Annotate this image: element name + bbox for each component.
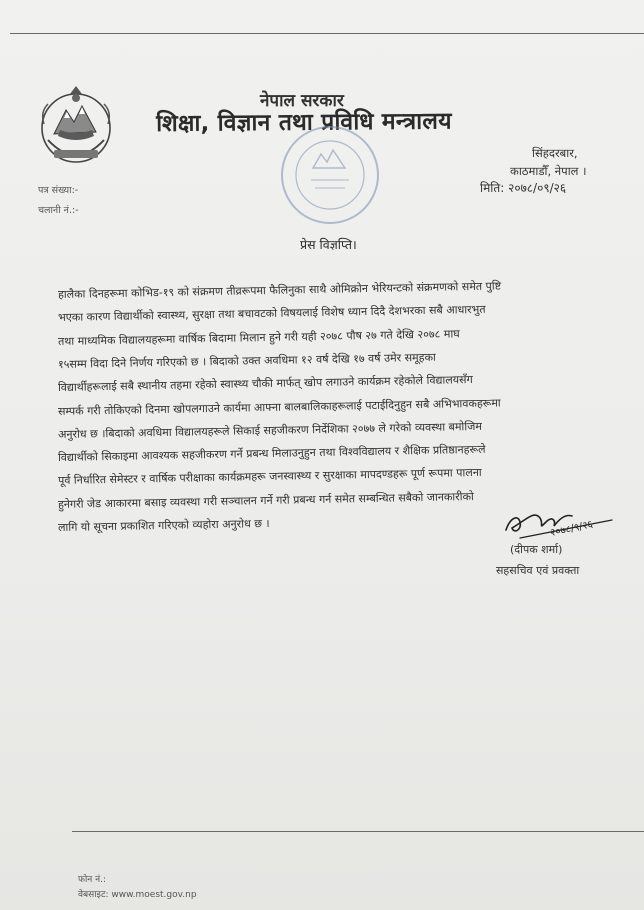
body-line: लागि यो सूचना प्रकाशित गरिएको व्यहोरा अनुरोध छ । [57, 516, 270, 534]
address-line-2: काठमाडौँ, नेपाल । [510, 164, 587, 178]
signer-name: (दीपक शर्मा) [510, 543, 563, 556]
nepal-emblem-icon [34, 84, 118, 168]
signer-designation: सहसचिव एवं प्रवक्ता [496, 564, 580, 577]
body-line: अनुरोध छ ।बिदाको अवधिमा विद्यालयहरूले सिकाई सहजीकरण निर्देशिका २०७७ ले गरेको व्यवस्था बमोजिम [57, 419, 483, 441]
body-line: सम्पर्क गरी तोकिएको दिनमा खोपलगाउने कार्यमा आफ्ना बालबालिकाहरूलाई पटाईदिनुहुन सबै अभिभावकहरूमा [57, 396, 501, 418]
issue-date: मिति: २०७८/०९/२६ [480, 181, 567, 195]
body-line: भएका कारण विद्यार्थीको स्वास्थ्य, सुरक्षा तथा बचावटको विषयलाई विशेष ध्यान दिदै देशभरका सबै आधारभुत [57, 303, 486, 325]
body-line: हुनेगरी जेड आकारमा बसाइ व्यवस्था गरी सञ्चालन गर्ने गरी प्रबन्ध गर्न समेत सम्बन्धित सबैको जानकारीको [57, 489, 474, 511]
press-release-title: प्रेस विज्ञप्ति। [300, 237, 357, 252]
body-line: विद्यार्थीको सिकाइमा आवश्यक सहजीकरण गर्ने प्रबन्ध मिलाउनुहुन तथा विश्वविद्यालय र शैक्षिक प्रतिष्ठानहरूले [57, 442, 486, 465]
footer-website-link[interactable]: वेबसाइट: www.moest.gov.np [78, 890, 197, 900]
government-name: नेपाल सरकार [260, 91, 344, 111]
top-rule [10, 33, 644, 34]
body-line: विद्यार्थीहरूलाई सबै स्थानीय तहमा रहेको स्वास्थ्य चौकी मार्फत् खोप लगाउने कार्यक्रम रहेकोले विद्यालयसँग [57, 373, 473, 395]
handwritten-signature-icon [500, 500, 620, 546]
signature-date-text: २०७८/९/२६ [549, 519, 594, 539]
address-line-1: सिंहदरबार, [532, 146, 578, 160]
body-line: पूर्व निर्धारित सेमेस्टर र वार्षिक परीक्षाका कार्यक्रमहरू जनस्वास्थ्य र सुरक्षाका मापदण्डहरू पूर्ण रूपमा पालना [57, 466, 482, 488]
body-line: हालैका दिनहरूमा कोभिड-१९ को संक्रमण तीव्ररूपमा फैलिनुका साथै ओमिक्रोन भेरियन्टको संक्रमणको समेत पुष्टि [57, 279, 502, 301]
letter-number-label: पत्र संख्या:- [38, 185, 79, 196]
dispatch-number-label: चलानी नं.:- [38, 205, 79, 216]
ministry-name: शिक्षा, विज्ञान तथा प्रविधि मन्त्रालय [156, 108, 452, 137]
body-line: तथा माध्यमिक विद्यालयहरूमा वार्षिक बिदामा मिलान हुने गरी यही २०७८ पौष २७ गते देखि २०७८ माघ [57, 326, 460, 348]
office-stamp-icon [275, 120, 385, 230]
footer-phone: फोन नं.: [78, 875, 107, 885]
bottom-rule [72, 831, 644, 832]
body-line: १५सम्म विदा दिने निर्णय गरिएको छ । बिदाको उक्त अवधिमा १२ वर्ष देखि १७ वर्ष उमेर समूहका [57, 350, 436, 371]
